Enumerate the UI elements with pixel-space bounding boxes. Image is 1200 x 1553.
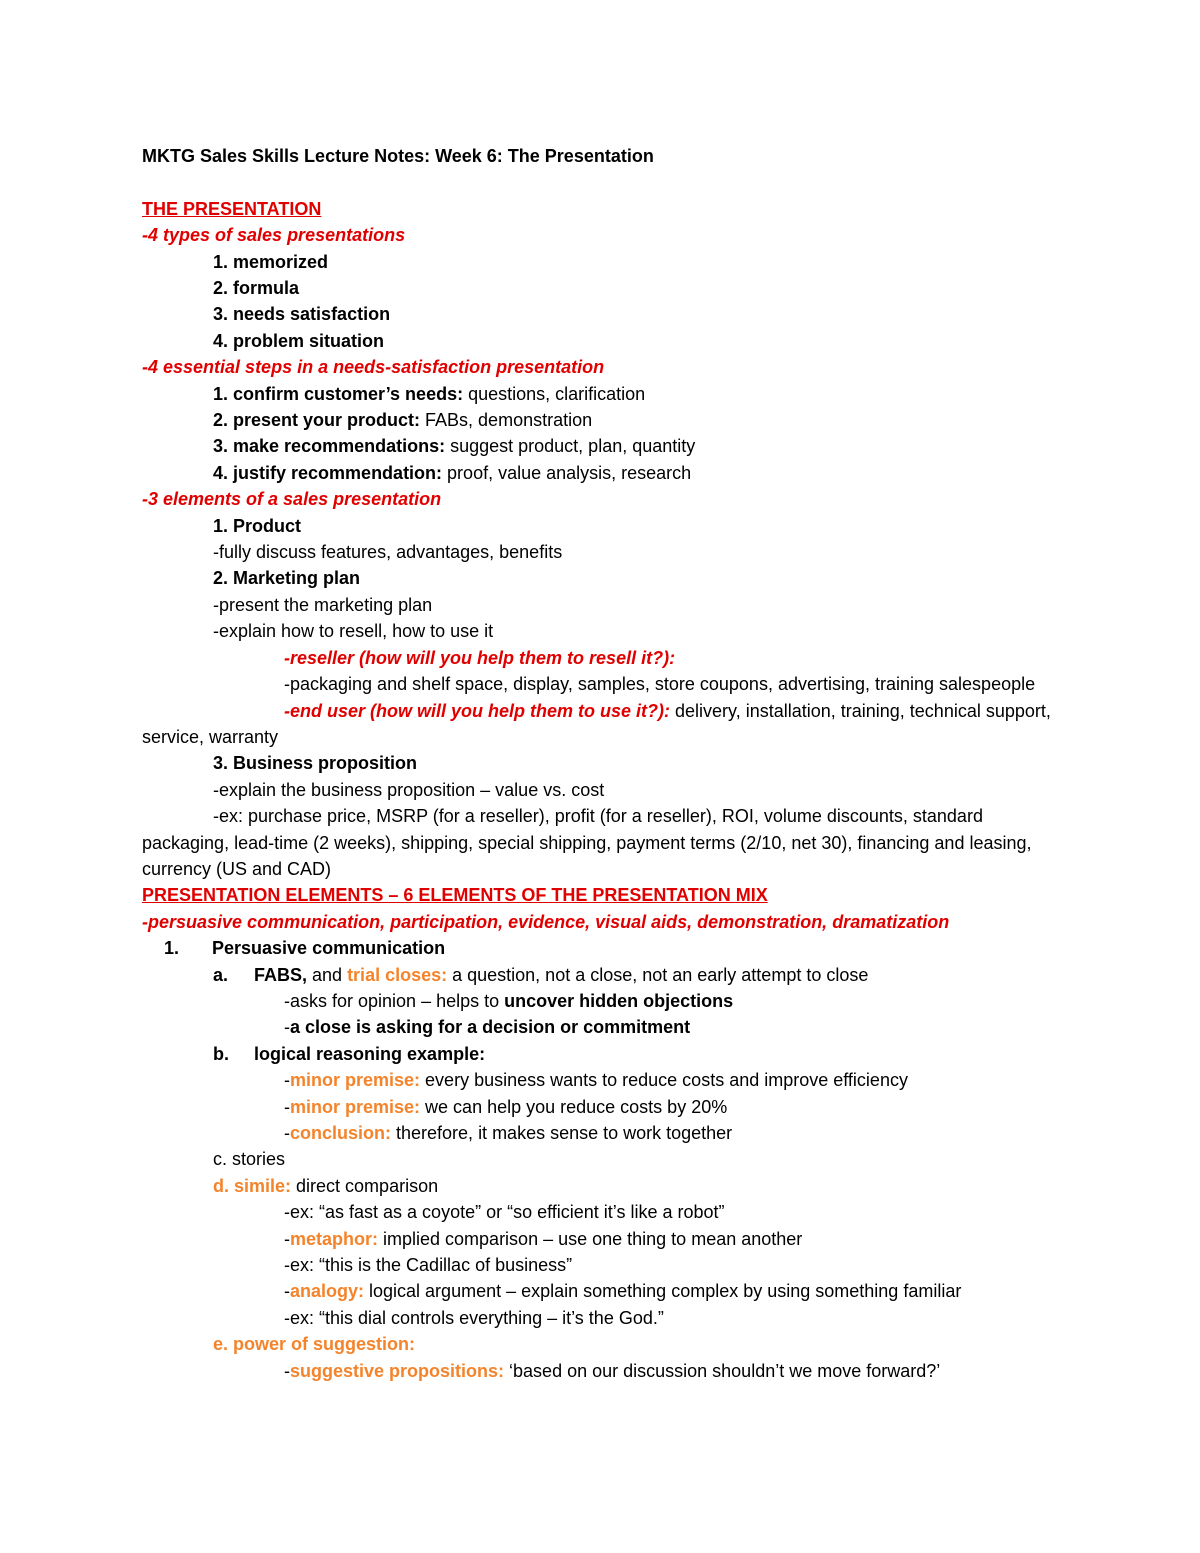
list-item: 4. problem situation (213, 330, 385, 351)
element-product-text: -fully discuss features, advantages, benefits (213, 542, 563, 563)
list-item (142, 1041, 1052, 1067)
heading-the-presentation: THE PRESENTATION (142, 198, 322, 219)
logical-reasoning-label: logical reasoning example: (254, 1043, 486, 1064)
heading-steps: -4 essential steps in a needs-satisfaction presentation (142, 357, 605, 378)
text-span: -asks for opinion – helps to (284, 990, 505, 1011)
bold-text: uncover hidden objections (504, 990, 734, 1011)
list-letter: a. (213, 964, 229, 985)
list-item (142, 962, 1052, 988)
list-item: -analogy: logical argument – explain something complex by using something familiar (284, 1281, 962, 1302)
enduser-text: delivery, installation, training, technical support, service, warranty (142, 700, 1056, 747)
list-item (142, 988, 1052, 1014)
heading-elements: -3 elements of a sales presentation (142, 489, 442, 510)
item-text: ‘based on our discussion shouldn’t we move forward?’ (504, 1360, 941, 1381)
orange-label: minor premise: (290, 1070, 421, 1091)
list-item: -conclusion: therefore, it makes sense to work together (284, 1123, 733, 1144)
item-text: therefore, it makes sense to work together (391, 1123, 733, 1144)
list-item: -suggestive propositions: ‘based on our discussion shouldn’t we move forward?’ (284, 1360, 941, 1381)
step-text: proof, value analysis, research (442, 462, 692, 483)
list-item: -minor premise: every business wants to reduce costs and improve efficiency (284, 1070, 908, 1091)
suggestive-propositions-label: suggestive propositions: (290, 1360, 505, 1381)
list-item (142, 407, 1052, 433)
marketing-text: -present the marketing plan (213, 594, 433, 615)
marketing-text: -explain how to resell, how to use it (213, 621, 494, 642)
step-text: FABs, demonstration (420, 410, 593, 431)
list-number: 1. (164, 938, 180, 959)
item-text: implied comparison – use one thing to mean another (378, 1228, 803, 1249)
list-item (142, 935, 1052, 961)
item-text: every business wants to reduce costs and improve efficiency (420, 1070, 908, 1091)
persuasive-communication-label: Persuasive communication (212, 938, 446, 959)
business-text: -explain the business proposition – value vs. cost (213, 779, 605, 800)
item-text: logical argument – explain something complex by using something familiar (364, 1281, 962, 1302)
element-marketing-label: 2. Marketing plan (213, 568, 361, 589)
list-item: -ex: “as fast as a coyote” or “so efficient it’s like a robot” (284, 1202, 725, 1223)
step-label: 1. confirm customer’s needs: (213, 383, 464, 404)
reseller-label: -reseller (how will you help them to resell it?): (284, 647, 676, 668)
business-text: -ex: purchase price, MSRP (for a reseller), profit (for a reseller), ROI, volume discounts, standard packaging, lead-time (2 weeks), shipping, special shipping, payment terms (2/10, net 30), financing and leasing, currency (US and CAD) (142, 806, 1037, 879)
item-text: ex: “this dial controls everything – it’s the God.” (290, 1307, 664, 1328)
orange-label: conclusion: (290, 1123, 392, 1144)
simile-label: d. simile: (213, 1175, 292, 1196)
item-text: ex: “as fast as a coyote” or “so efficient it’s like a robot” (290, 1202, 725, 1223)
document-body (142, 143, 1056, 1384)
metaphor-label: metaphor: (290, 1228, 379, 1249)
power-of-suggestion-label: e. power of suggestion: (213, 1334, 416, 1355)
list-item: 1. memorized (213, 251, 329, 272)
trial-closes-label: trial closes: (347, 964, 448, 985)
list-item: -minor premise: we can help you reduce costs by 20% (284, 1096, 728, 1117)
list-item (142, 1173, 1052, 1199)
step-label: 2. present your product: (213, 410, 421, 431)
element-product-label: 1. Product (213, 515, 302, 536)
fabs-label: FABS, (254, 964, 308, 985)
step-label: 4. justify recommendation: (213, 462, 443, 483)
step-label: 3. make recommendations: (213, 436, 446, 457)
bold-text: a close is asking for a decision or commitment (290, 1017, 691, 1038)
item-text: we can help you reduce costs by 20% (420, 1096, 728, 1117)
step-text: questions, clarification (463, 383, 646, 404)
list-item: -ex: “this is the Cadillac of business” (284, 1255, 573, 1276)
heading-presentation-mix: PRESENTATION ELEMENTS – 6 ELEMENTS OF THE PRESENTATION MIX (142, 885, 768, 906)
list-letter: b. (213, 1043, 229, 1064)
mix-list: -persuasive communication, participation, evidence, visual aids, demonstration, dramatization (142, 911, 950, 932)
list-item: -ex: “this dial controls everything – it’s the God.” (284, 1307, 664, 1328)
page-title: MKTG Sales Skills Lecture Notes: Week 6: The Presentation (142, 146, 654, 166)
stories-item: c. stories (213, 1149, 286, 1170)
list-item: 3. needs satisfaction (213, 304, 391, 325)
simile-text: direct comparison (291, 1175, 439, 1196)
list-item: 2. formula (213, 278, 300, 299)
list-item: -metaphor: implied comparison – use one thing to mean another (284, 1228, 803, 1249)
reseller-text: -packaging and shelf space, display, samples, store coupons, advertising, training salespeople (284, 674, 1036, 695)
list-item (142, 433, 1052, 459)
orange-label: minor premise: (290, 1096, 421, 1117)
enduser-label: -end user (how will you help them to use it?): (284, 700, 671, 721)
analogy-label: analogy: (290, 1281, 365, 1302)
text-span: - (284, 1017, 290, 1038)
trial-closes-text: a question, not a close, not an early attempt to close (447, 964, 869, 985)
enduser-paragraph (142, 698, 1056, 751)
item-text: ex: “this is the Cadillac of business” (290, 1255, 573, 1276)
heading-types: -4 types of sales presentations (142, 225, 406, 246)
list-item (142, 1014, 1052, 1040)
text-span: and (307, 964, 348, 985)
step-text: suggest product, plan, quantity (445, 436, 696, 457)
list-item (142, 381, 1052, 407)
element-business-label: 3. Business proposition (213, 753, 418, 774)
list-item (142, 460, 1052, 486)
